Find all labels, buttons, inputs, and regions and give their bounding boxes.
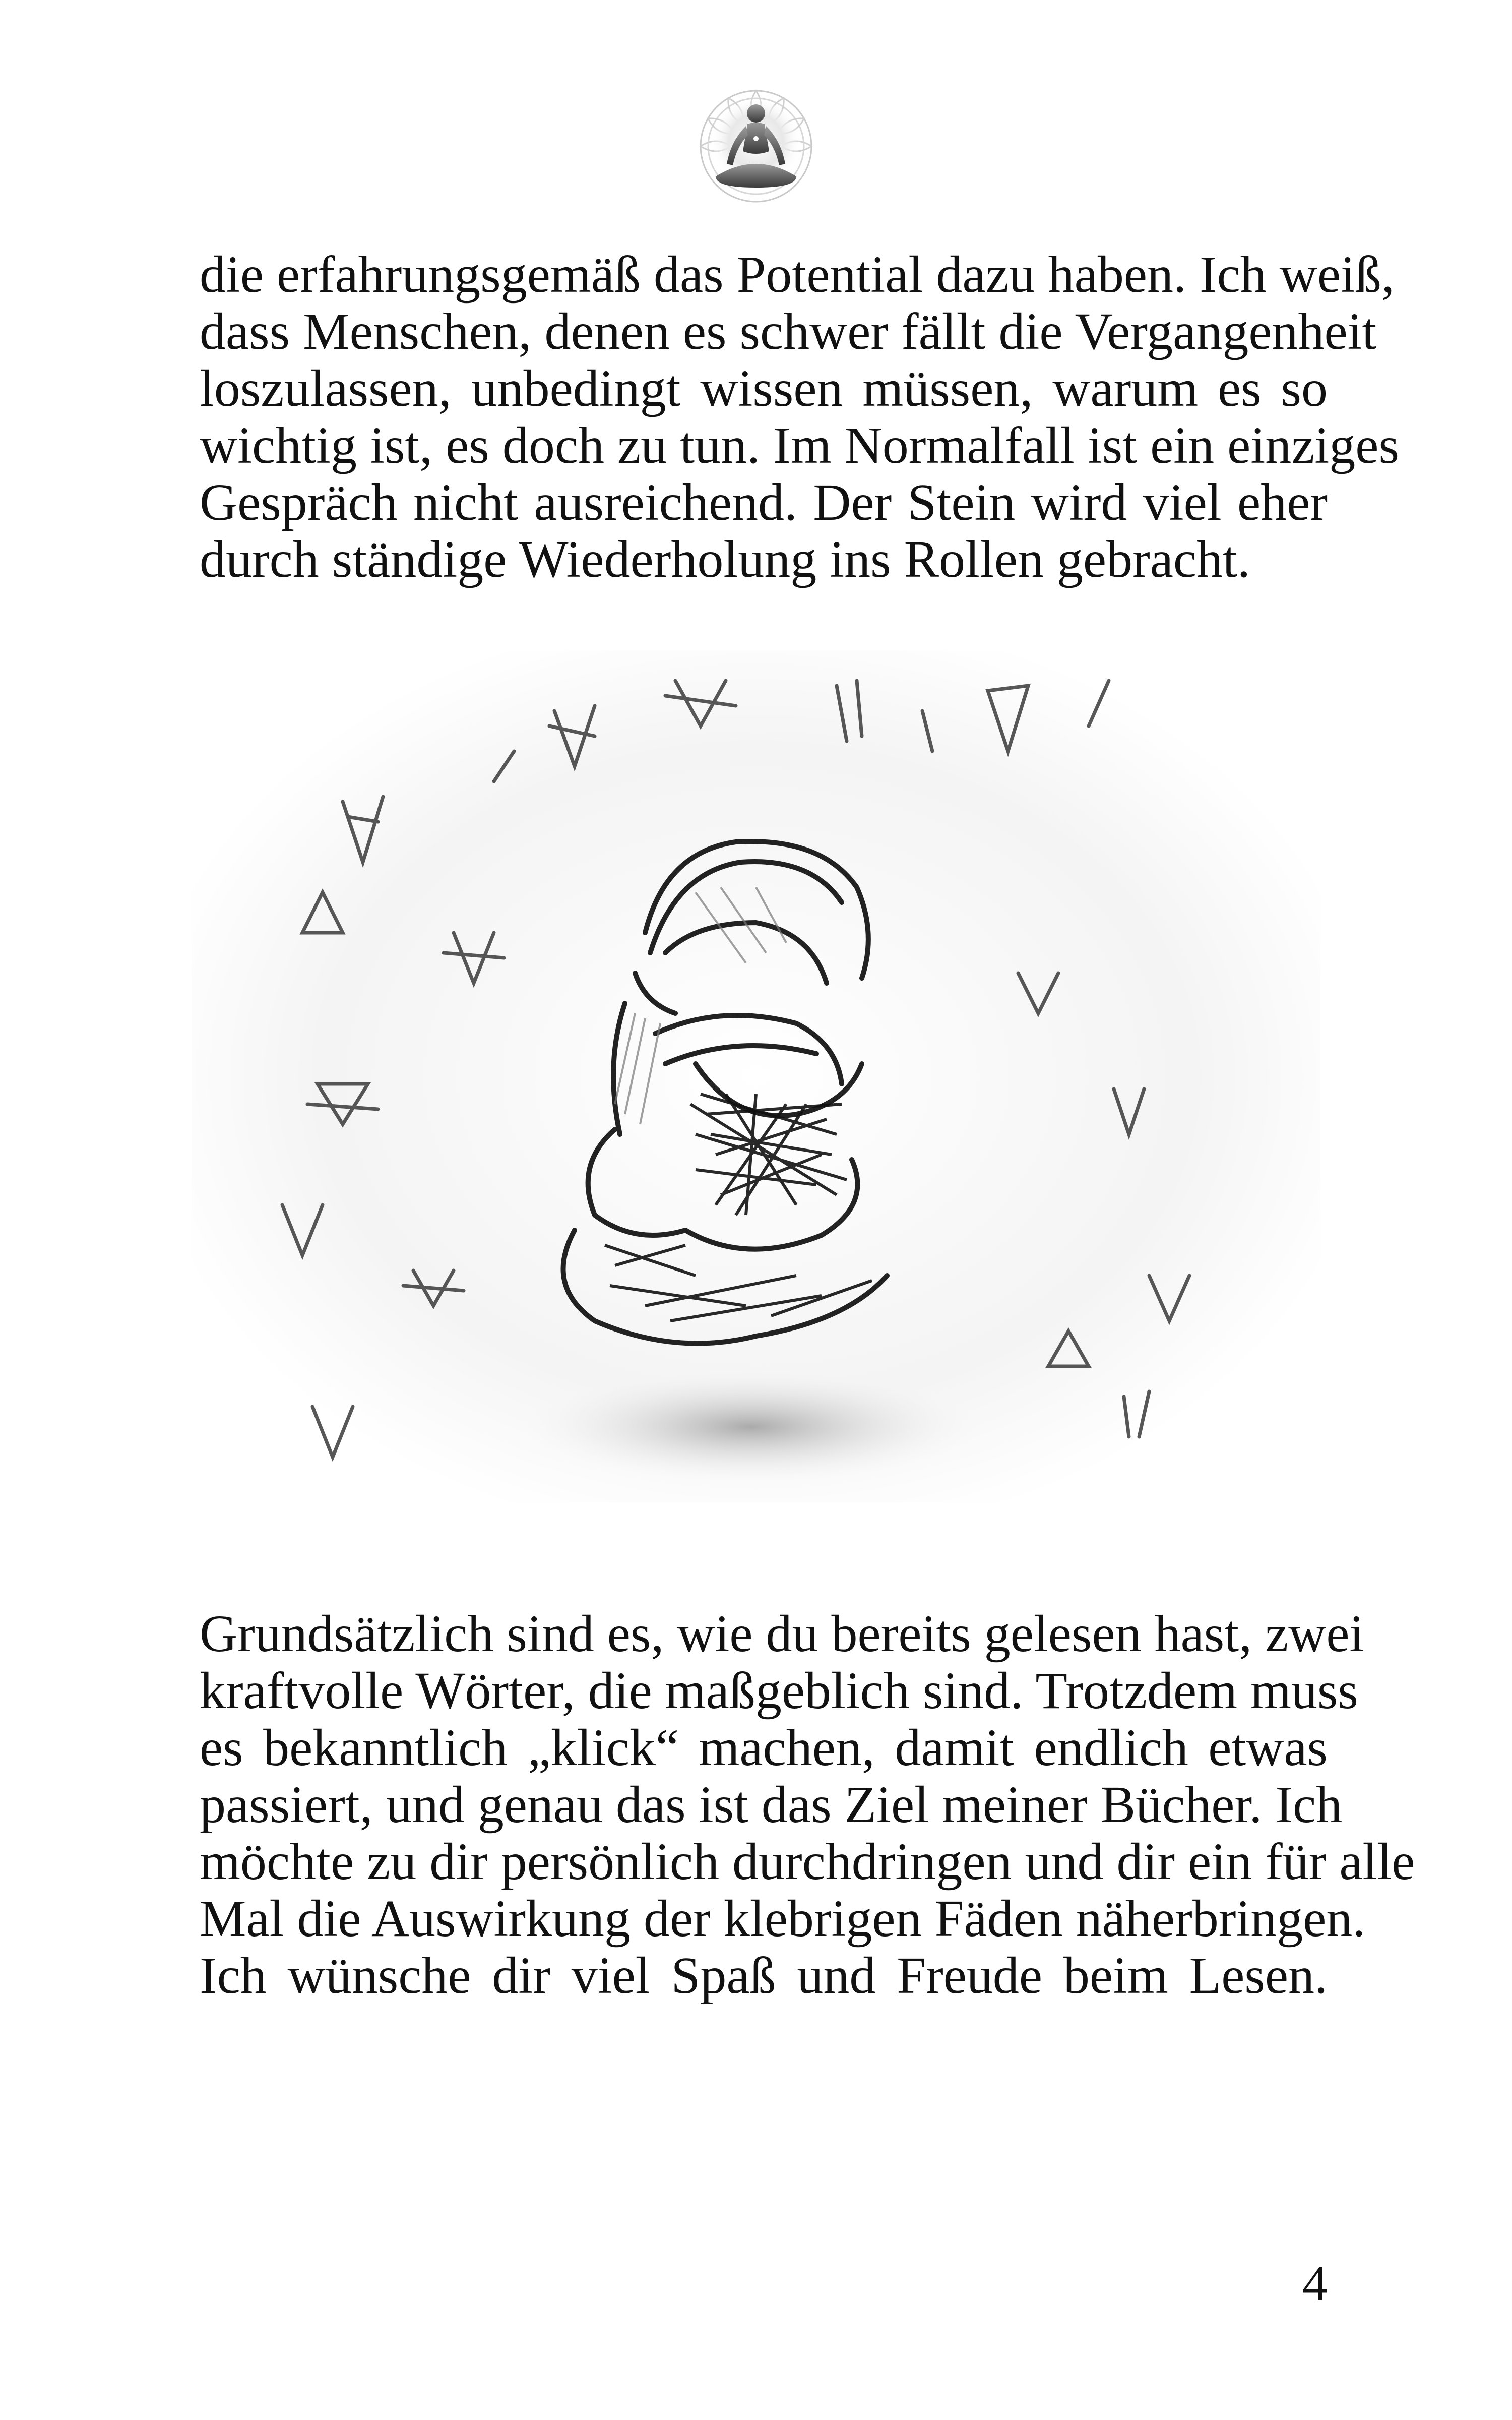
paragraph-line: kraftvolle Wörter, die maßgeblich sind. Trotzdem muss — [200, 1662, 1358, 1720]
paragraph-line: passiert, und genau das ist das Ziel meiner Bücher. Ich — [200, 1776, 1343, 1834]
paragraph-line: durch ständige Wiederholung ins Rollen gebracht. — [200, 530, 1250, 588]
paragraph-line: loszulassen, unbedingt wissen müssen, warum es so — [200, 359, 1328, 417]
body-paragraph-2 — [200, 1605, 1415, 2005]
paragraph-line: Gespräch nicht ausreichend. Der Stein wird viel eher — [200, 473, 1328, 531]
sketch-illustration — [192, 650, 1320, 1502]
paragraph-line: Grundsätzlich sind es, wie du bereits gelesen hast, zwei — [200, 1605, 1364, 1663]
paragraph-line: es bekanntlich „klick“ machen, damit endlich etwas — [200, 1719, 1328, 1777]
meditation-figure-icon — [680, 76, 832, 227]
paragraph-line: Ich wünsche dir viel Spaß und Freude beim Lesen. — [200, 1947, 1328, 2005]
paragraph-line: Mal die Auswirkung der klebrigen Fäden näherbringen. — [200, 1890, 1366, 1948]
paragraph-line: möchte zu dir persönlich durchdringen und dir ein für alle — [200, 1833, 1415, 1891]
sketch-crouching-figure-illustration — [192, 650, 1320, 1502]
paragraph-line: wichtig ist, es doch zu tun. Im Normalfall ist ein einziges — [200, 416, 1399, 474]
paragraph-line: die erfahrungsgemäß das Potential dazu haben. Ich weiß, — [200, 246, 1395, 304]
page-header-logo — [680, 76, 832, 227]
paragraph-line: dass Menschen, denen es schwer fällt die Vergangenheit — [200, 302, 1377, 360]
body-paragraph-1 — [200, 246, 1399, 588]
page-number: 4 — [1302, 2255, 1328, 2311]
